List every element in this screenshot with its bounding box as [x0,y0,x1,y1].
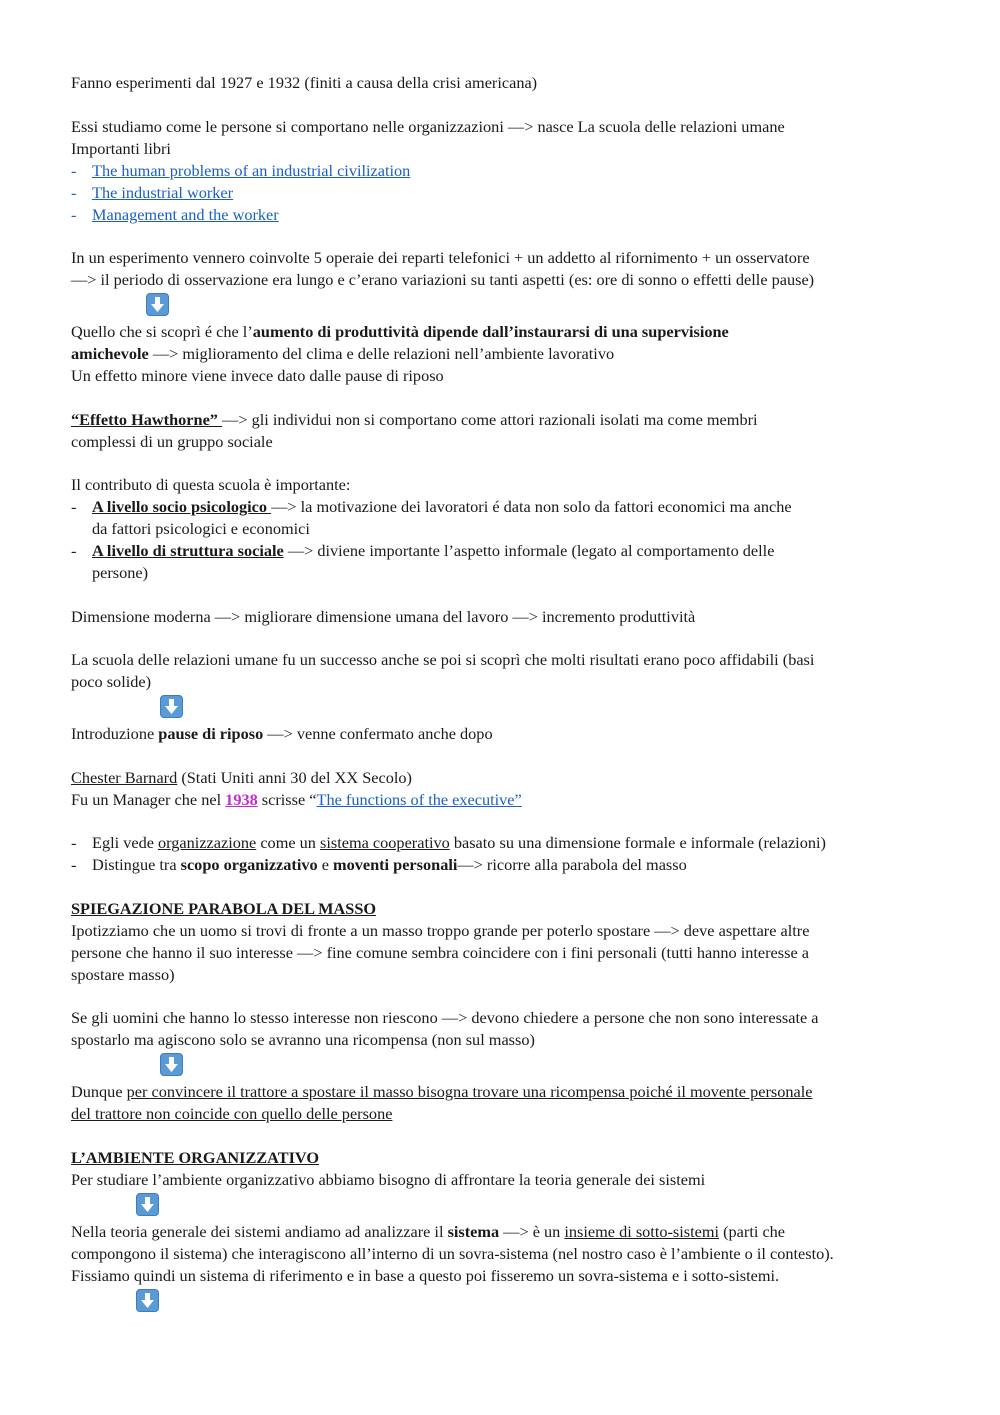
contribution-social-structure: A livello di struttura sociale [92,541,284,560]
down-arrow-icon [136,1193,159,1216]
paragraph-hawthorne: “Effetto Hawthorne” —> gli individui non si comportano come attori razionali isolati ma come membri [71,409,758,429]
book-item [71,160,931,182]
down-arrow-icon [160,695,183,718]
arrow-row [71,1051,931,1081]
heading-ambiente-organizzativo: L’AMBIENTE ORGANIZZATIVO [71,1147,320,1167]
contribution-item: - A livello socio psicologico —> la motivazione dei lavoratori é data non solo da fattori economici ma anche [71,497,792,516]
hawthorne-title: “Effetto Hawthorne” [71,409,223,429]
paragraph-conclusion: Dunque per convincere il trattore a spostare il masso bisogna trovare una ricompensa poiché il movente personale [71,1082,813,1101]
arrow-row [71,1287,931,1317]
paragraph-discovery: Quello che si scoprì é che l’aumento di produttività dipende dall’instaurarsi di una supervisione [71,322,729,341]
paragraph-introduction: Introduzione pause di riposo —> venne confermato anche dopo [71,724,493,743]
paragraph-manager: Fu un Manager che nel 1938 scrisse “The functions of the executive” [71,789,522,809]
paragraph-same-interest-cont: spostarlo ma agiscono solo se avranno una ricompensa (non sul masso) [71,1030,535,1049]
books-intro: Importanti libri [71,138,171,158]
bullet-dash: - [71,160,77,180]
book-link-industrial-worker[interactable]: The industrial worker [92,182,234,202]
down-arrow-icon [136,1289,159,1312]
paragraph-discovery-cont: amichevole —> miglioramento del clima e delle relazioni nell’ambiente lavorativo [71,344,615,363]
paragraph-experiments-dates: Fanno esperimenti dal 1927 e 1932 (finiti a causa della crisi americana) [71,73,538,92]
paragraph-masso-cont: persone che hanno il suo interesse —> fine comune sembra coincidere con i fini personali (tutti hanno interesse a [71,942,809,962]
down-arrow-icon [160,1053,183,1076]
book-item [71,182,931,204]
heading-parabola-masso: SPIEGAZIONE PARABOLA DEL MASSO [71,898,377,918]
paragraph-conclusion-cont: del trattore non coincide con quello delle persone [71,1104,393,1123]
paragraph-experiment: In un esperimento vennero coinvolte 5 operaie dei reparti telefonici + un addetto al rifornimento + un osservatore [71,248,810,267]
bullet-dash: - [71,182,77,202]
book-link-management-worker[interactable]: Management and the worker [92,204,279,224]
arrow-row [71,291,931,321]
bullet-dash: - [71,204,77,224]
book-link-human-problems[interactable]: The human problems of an industrial civilization [92,160,411,180]
contribution-item-cont: persone) [92,563,149,582]
book-item [71,204,931,226]
barnard-name: Chester Barnard [71,767,178,787]
paragraph-contribution: Il contributo di questa scuola è importante: [71,475,351,494]
paragraph-same-interest: Se gli uomini che hanno lo stesso interesse non riescono —> devono chiedere a persone che non sono interessate a [71,1008,819,1027]
paragraph-discovery-minor: Un effetto minore viene invece dato dalle pause di riposo [71,366,444,385]
paragraph-system-cont: Fissiamo quindi un sistema di riferimento e in base a questo poi fisseremo un sovra-sistema e i sotto-sistemi. [71,1265,780,1285]
down-arrow-icon [146,293,169,316]
paragraph-success-cont: poco solide) [71,672,152,691]
book-link-functions-executive[interactable]: The functions of the executive” [316,789,522,809]
paragraph-experiment-cont: —> il periodo di osservazione era lungo e c’erano variazioni su tanti aspetti (es: ore di sonno o effetti delle pause) [71,270,815,289]
contribution-item-cont: da fattori psicologici e economici [92,519,310,538]
contribution-socio-psychological: A livello socio psicologico [92,497,272,516]
paragraph-system: Nella teoria generale dei sistemi andiamo ad analizzare il sistema —> è un insieme di sotto-sistemi (parti che [71,1221,786,1241]
paragraph-modern: Dimensione moderna —> migliorare dimensione umana del lavoro —> incremento produttività [71,606,696,626]
paragraph-masso: Ipotizziamo che un uomo si trovi di fronte a un masso troppo grande per poterlo spostare —> deve aspettare altre [71,920,810,940]
year-link[interactable]: 1938 [225,789,258,809]
barnard-item: - Egli vede organizzazione come un sistema cooperativo basato su una dimensione formale e informale (relazioni) [71,833,826,852]
paragraph-system-cont: compongono il sistema) che interagiscono all’interno di un sovra-sistema (nel nostro caso è l’ambiente o il contesto). [71,1243,834,1263]
paragraph-barnard: Chester Barnard (Stati Uniti anni 30 del XX Secolo) [71,767,412,787]
paragraph-hawthorne-cont: complessi di un gruppo sociale [71,431,273,451]
paragraph-study: Essi studiamo come le persone si comportano nelle organizzazioni —> nasce La scuola delle relazioni umane [71,116,785,136]
arrow-row [71,693,931,723]
paragraph-masso-cont: spostare masso) [71,964,175,984]
document-page [71,72,931,1317]
contribution-item: - A livello di struttura sociale —> diviene importante l’aspetto informale (legato al comportamento delle [71,541,775,560]
arrow-row [71,1191,931,1221]
paragraph-success: La scuola delle relazioni umane fu un successo anche se poi si scoprì che molti risultati erano poco affidabili (basi [71,650,815,669]
paragraph-ambiente: Per studiare l’ambiente organizzativo abbiamo bisogno di affrontare la teoria generale dei sistemi [71,1169,706,1189]
barnard-item: - Distingue tra scopo organizzativo e moventi personali—> ricorre alla parabola del masso [71,855,687,874]
discovery-bold: aumento di produttività dipende dall’instaurarsi di una supervisione [252,322,729,341]
